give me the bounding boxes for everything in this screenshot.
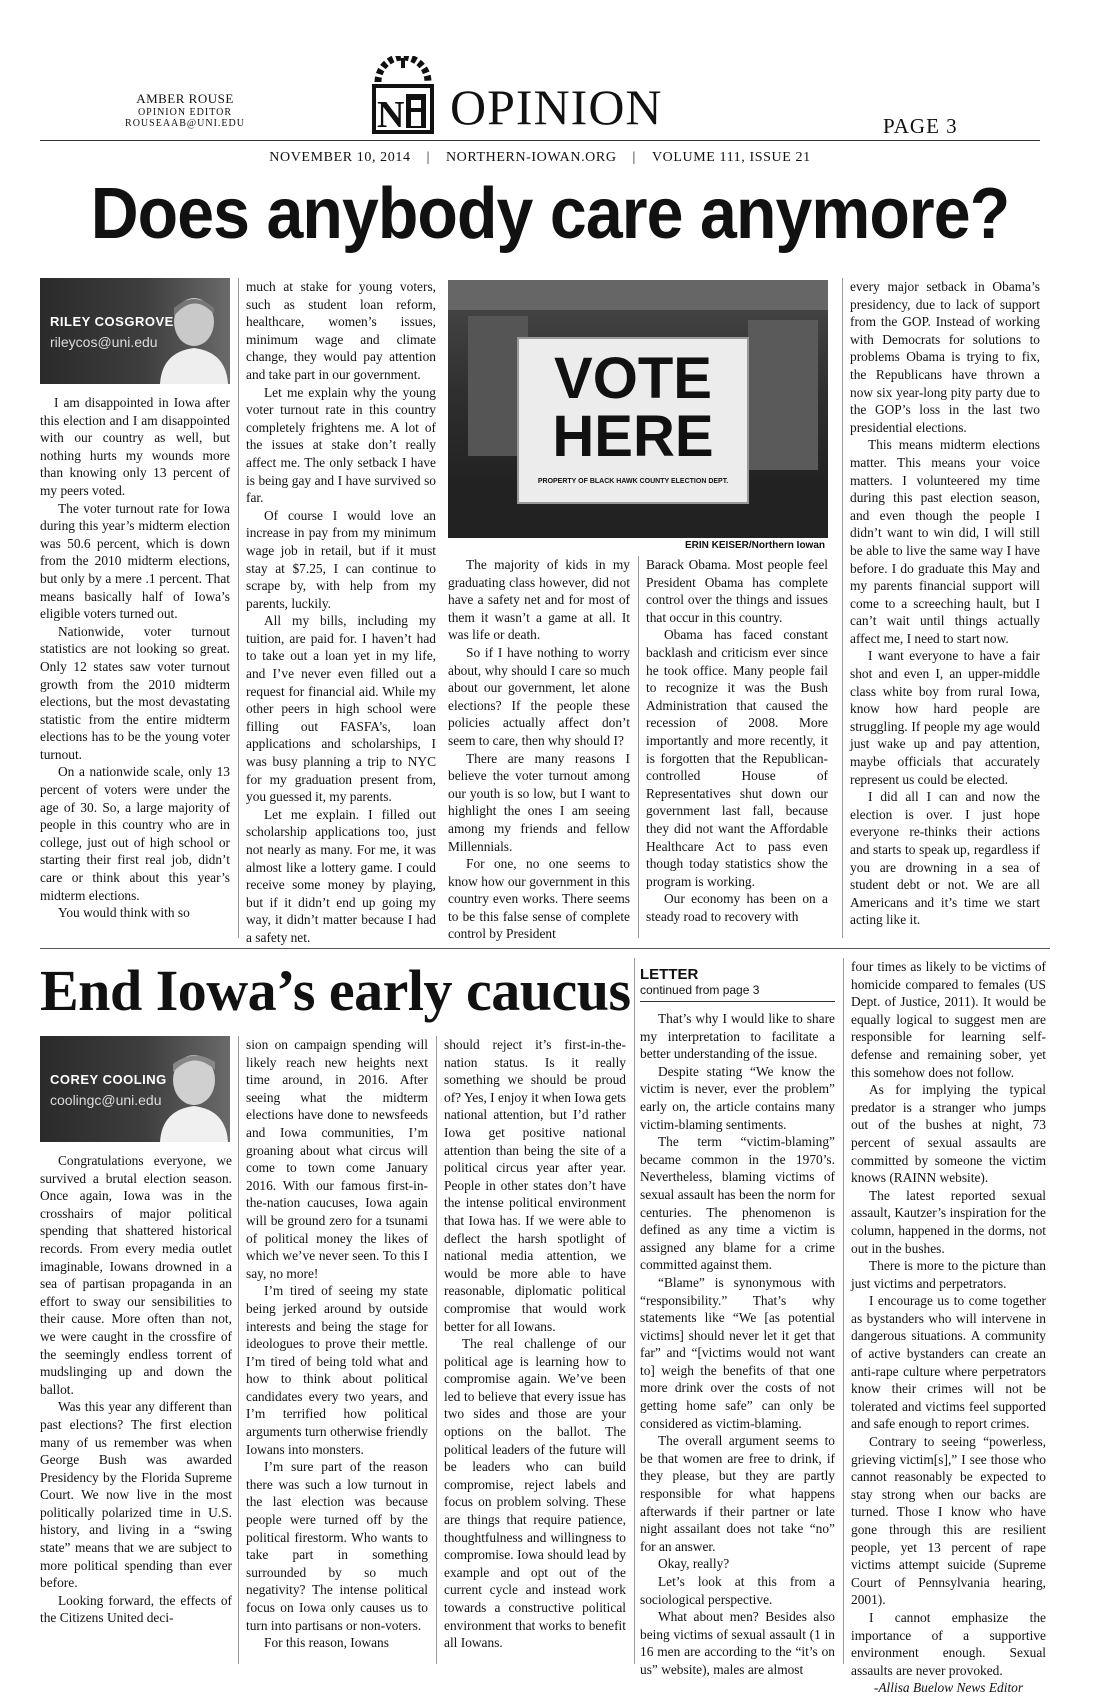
- volume-issue: VOLUME 111, ISSUE 21: [651, 150, 811, 165]
- paragraph: Barack Obama. Most people feel President Obama has complete control over the things and issues that occur in this country.: [646, 557, 828, 625]
- paragraph: Obama has faced constant backlash and criticism ever since he took office. Many people fail to recognize it was the Bush Administration that caused the recession of 2008. More importantly and more recently, it is forgotten that the Republican-controlled House of Representatives shut down our government last fall, because they did not want the Affordable Healthcare Act to pass even though today statistics show the program is working.: [646, 627, 828, 889]
- headline-article2: End Iowa’s early caucus: [40, 958, 631, 1023]
- article1-column1: [40, 394, 230, 922]
- paragraph: every major setback in Obama’s presidency, due to lack of support from the GOP. Instead of working with Democrats for solutions to problems Obama is trying to fix, the Republicans have thrown a now six year-long pity party due to the GOP’s loss in the last two presidential elections.: [850, 279, 1040, 435]
- author-name: RILEY COSGROVE: [50, 314, 174, 329]
- column-divider: [238, 278, 239, 938]
- paragraph: That’s why I would like to share my interpretation to facilitate a better understanding of the issue.: [640, 1011, 835, 1062]
- article2-column3: [444, 1036, 626, 1652]
- paragraph: All my bills, including my tuition, are paid for. I haven’t had to take out a loan yet in my life, and I’ve never even filled out a request for financial aid. While my other peers in high school were filling out FASFA’s, loan applications and scholarships, I was busy planning a trip to NYC for my graduation present from, you guessed it, my parents.: [246, 613, 436, 805]
- paragraph: I cannot emphasize the importance of a supportive environment enough. Sexual assaults are never provoked.: [851, 1609, 1046, 1678]
- column-divider: [843, 958, 844, 1664]
- vote-sign: [518, 346, 748, 469]
- paragraph: I encourage us to come together as bystanders who will intervene in dangerous situations. A community of active bystanders can create an anti-rape culture where perpetrators know their crimes will not be tolerated and victims feel supported and safe enough to report crimes.: [851, 1293, 1046, 1432]
- paragraph: I’m sure part of the reason there was such a low turnout in the last election was because people were turned off by the political firestorm. Who wants to take part in something surrounded by so much negativity? The intense political focus on Iowa only causes us to turn into partisans or non-voters.: [246, 1459, 428, 1633]
- section-title: OPINION: [450, 79, 663, 135]
- paragraph: On a nationwide scale, only 13 percent of voters were under the age of 30. So, a large majority of people in this country who are in college, just out of high school or starting their first real job, didn’t care or think about this year’s midterm elections.: [40, 764, 230, 903]
- letter-column2: [851, 958, 1046, 1697]
- paragraph: Contrary to seeing “powerless, grieving victim[s],” I see those who cannot reasonably be expected to stay strong when our backs are turned. Those I know who have gone through this are resilient people, yet 13 percent of rape victims attempt suicide (Supreme Court of Pennsylvania hearing, 2001).: [851, 1434, 1046, 1608]
- editor-role: OPINION EDITOR: [137, 106, 233, 118]
- sign-small-print: PROPERTY OF BLACK HAWK COUNTY ELECTION DEPT.: [537, 478, 729, 485]
- author-name: COREY COOLING: [50, 1072, 167, 1087]
- column-divider: [638, 556, 639, 938]
- column-divider: [238, 1036, 239, 1664]
- paragraph: Let me explain. I filled out scholarship applications too, just not nearly as many. For me, it was almost like a lottery game. I could receive some money by playing, but if it didn’t end up going my way, it didn’t matter because I had a safety net.: [246, 806, 436, 945]
- paragraph: The latest reported sexual assault, Kautzer’s inspiration for the column, happened in the dorms, not out in the bushes.: [851, 1187, 1046, 1256]
- continued-note: continued from page 3: [640, 983, 835, 1002]
- paragraph: For this reason, Iowans: [264, 1635, 389, 1651]
- editor-email: ROUSEAAB@UNI.EDU: [125, 118, 245, 130]
- letter-header: [640, 966, 835, 1002]
- portrait-icon: [158, 1046, 230, 1142]
- paragraph: So if I have nothing to worry about, why should I care so much about our government, let alone elections? If the people these policies actually affect don’t seem to care, then why should I?: [448, 644, 630, 748]
- paragraph: The voter turnout rate for Iowa during this year’s midterm election was 50.6 percent, which is down from the 2010 midterm elections, but only by a mere .1 percent. That means basically half of Iowa’s eligible voters turned out.: [40, 500, 230, 622]
- headline-article1: Does anybody care anymore?: [90, 174, 1010, 254]
- paragraph: Let’s look at this from a sociological perspective.: [640, 1574, 835, 1607]
- paragraph: As for implying the typical predator is a stranger who jumps out of the bushes at night, 73 percent of sexual assaults are committed by someone the victim knows (RAINN website).: [851, 1082, 1046, 1186]
- column-divider: [842, 278, 843, 938]
- author-photo-riley: [40, 278, 230, 384]
- paragraph: four times as likely to be victims of homicide compared to females (US Dept. of Justice, 2011). It would be equally logical to suggest men are responsible for learning self-defense and remaining sober, yet this somehow does not follow.: [851, 959, 1046, 1080]
- paragraph: Of course I would love an increase in pay from my minimum wage job in retail, but if it must stay at $7.25, I can continue to scrape by, with help from my parents, luckily.: [246, 507, 436, 611]
- letter-column1: [640, 1010, 835, 1679]
- website-link[interactable]: NORTHERN-IOWAN.ORG: [445, 150, 617, 165]
- paragraph: The overall argument seems to be that women are free to drink, if they please, but they are partly responsible for what happens afterwards if their partner or late night assailant does not take “no” for an answer.: [640, 1433, 835, 1554]
- paragraph: Let me explain why the young voter turnout rate in this country completely frightens me. A lot of the issues at stake don’t really affect me. The only setback I have is being gay and I have survived so far.: [246, 384, 436, 506]
- paragraph: There is more to the picture than just victims and perpetrators.: [851, 1258, 1046, 1291]
- editor-name: AMBER ROUSE: [136, 91, 234, 106]
- paragraph: I did all I can and now the election is over. I just hope everyone re-thinks their actions and starts to speak up, regardless if you are drowning in a sea of student debt or not. We are all Americans and it’s time we start acting like it.: [850, 789, 1040, 928]
- paragraph: Looking forward, the effects of the Citizens United deci-: [40, 1592, 232, 1626]
- paragraph: Was this year any different than past elections? The first election many of us remember was when George Bush was awarded Presidency by the Florida Supreme Court. We now live in the most politically polarized time in U.S. history, and living in a “swing state” means that we are subject to more political spending than ever before.: [40, 1399, 232, 1591]
- vote-here-photo: [448, 280, 828, 538]
- photo-credit: ERIN KEISER/Northern Iowan: [684, 540, 825, 551]
- paragraph: Nationwide, voter turnout statistics are not looking so great. Only 12 states saw voter turnout growth from the 2010 midterm elections, but the most devastating statistic from the entire midterm elections has to be the young voter turnout.: [40, 623, 230, 762]
- paragraph: You would think with so: [58, 905, 190, 921]
- paragraph: sion on campaign spending will likely reach new heights next time around, in 2016. After seeing what the midterm elections have done to newsfeeds and Iowa communities, I’m groaning about what circus will come to town come January 2016. With our famous first-in-the-nation caucuses, Iowa again will be ground zero for a tsunami of political money the likes of which we’ve never seen. To this I say, no more!: [246, 1037, 428, 1281]
- sign-line2: HERE: [552, 404, 714, 469]
- paragraph: For one, no one seems to know how our government in this country even works. There seems to be this false sense of complete control by President: [448, 856, 630, 942]
- article1-column4: [646, 556, 828, 925]
- ni-logo-icon: [368, 56, 438, 136]
- article2-column1: [40, 1152, 232, 1627]
- paragraph: much at stake for young voters, such as student loan reform, healthcare, women’s issues, minimum wage and climate change, they would pay attention and take part in our government.: [246, 279, 436, 382]
- author-photo-corey: [40, 1036, 230, 1142]
- paragraph: should reject it’s first-in-the-nation status. Is it really something we should be proud of? Yes, I enjoy it when Iowa gets national attention, but I’d rather Iowa get positive national attention than being the site of a political circus year after year. People in other states don’t have the intense political environment that Iowa has. If we were able to deflect the harsh spotlight of national media attention, we would be more able to have reasonable, diplomatic political compromise that would work better for all Iowans.: [444, 1037, 626, 1334]
- paragraph: The term “victim-blaming” became common in the 1970’s. Nevertheless, blaming victims of sexual assault has been the norm for centuries. The phenomenon is defined as any time a victim is assigned any blame for a crime committed against them.: [640, 1134, 835, 1273]
- paragraph: Our economy has been on a steady road to recovery with: [646, 891, 828, 924]
- author-email: coolingc@uni.edu: [50, 1092, 162, 1108]
- paragraph: Despite stating “We know the victim is never, ever the problem” early on, the article contains many victim-blaming sentiments.: [640, 1063, 835, 1132]
- article2-column2: [246, 1036, 428, 1652]
- divider: [40, 948, 1050, 949]
- letter-title: LETTER: [640, 966, 699, 983]
- article1-column5: [850, 278, 1040, 929]
- paragraph: The real challenge of our political age is learning how to compromise again. We’ve been led to believe that every issue has two sides and those are your options on the ballot. The political leaders of the future will be leaders who can build compromise, reject labels and focus on problem solving. These are things that require patience, thoughtfulness and willingness to compromise. Iowa should lead by example and opt out of the current cycle and instead work towards a constructive political environment that works to benefit all Iowans.: [444, 1336, 626, 1651]
- paragraph: The majority of kids in my graduating class however, did not have a safety net and for most of them it wasn’t a game at all. It was life or death.: [448, 557, 630, 643]
- paragraph: “Blame” is synonymous with “responsibility.” That’s why statements like “We [as potential victims] should never let it get that far” and “[victims would not want to] weigh the benefits of that one more drink over the costs of not getting home safe” can only be considered as victim-blaming.: [640, 1274, 835, 1431]
- paragraph: This means midterm elections matter. This means your voice matters. I volunteered my time during this past election season, and even though the people I didn’t want to win did, I will still be able to live the same way I have before. I do graduate this May and my parents financial support will come to a screeching hault, but I can’t wait until things actually affect me, I need to start now.: [850, 437, 1040, 646]
- paragraph: What about men? Besides also being victims of sexual assault (1 in 16 men are according to the “it’s on us” website), males are almost: [640, 1609, 835, 1677]
- letter-signature: -Allisa Buelow News Editor: [873, 1680, 1024, 1696]
- paragraph: Congratulations everyone, we survived a brutal election season. Once again, Iowa was in the crosshairs of major political spending that shattered historical records. From every media outlet imaginable, Iowans drowned in a sea of partisan propaganda in an effort to sway our sensibilities to their cause. More often than not, we were caught in the crossfire of the seemingly endless torrent of mudslinging up and down the ballot.: [40, 1153, 232, 1397]
- paragraph: I’m tired of seeing my state being jerked around by outside interests and being the stage for ideologues to prove their mettle. I’m tired of being told what and how to think about political candidates every two years, and I’m terrified how political arguments turn otherwise friendly Iowans into monsters.: [246, 1283, 428, 1457]
- column-divider: [634, 958, 635, 1664]
- author-email: rileycos@uni.edu: [50, 334, 158, 350]
- portrait-icon: [158, 290, 230, 384]
- issue-date: NOVEMBER 10, 2014: [269, 150, 411, 165]
- article1-column3: [448, 556, 630, 943]
- column-divider: [436, 1036, 437, 1664]
- page-number: PAGE 3: [883, 114, 958, 138]
- paragraph: Okay, really?: [658, 1556, 730, 1572]
- paragraph: I am disappointed in Iowa after this election and I am disappointed with our country as well, but nothing hurts my wounds more than knowing only 13 percent of my peers voted.: [40, 395, 230, 498]
- editor-block: [120, 92, 250, 130]
- article1-column2: [246, 278, 436, 947]
- sign-line1: VOTE: [554, 346, 712, 411]
- paragraph: I want everyone to have a fair shot and even I, an upper-middle class white boy from rural Iowa, know how hard people are struggling. If people my age would just wake up and pay attention, maybe officials that accurately represent us could be elected.: [850, 648, 1040, 787]
- divider: [40, 140, 1040, 141]
- dateline: NOVEMBER 10, 2014 | NORTHERN-IOWAN.ORG | VOLUME 111, ISSUE 21: [269, 150, 811, 165]
- svg-text:N: N: [377, 94, 405, 136]
- paragraph: There are many reasons I believe the voter turnout among our youth is so low, but I want to highlight the ones I am seeing among my friends and fellow Millennials.: [448, 750, 630, 854]
